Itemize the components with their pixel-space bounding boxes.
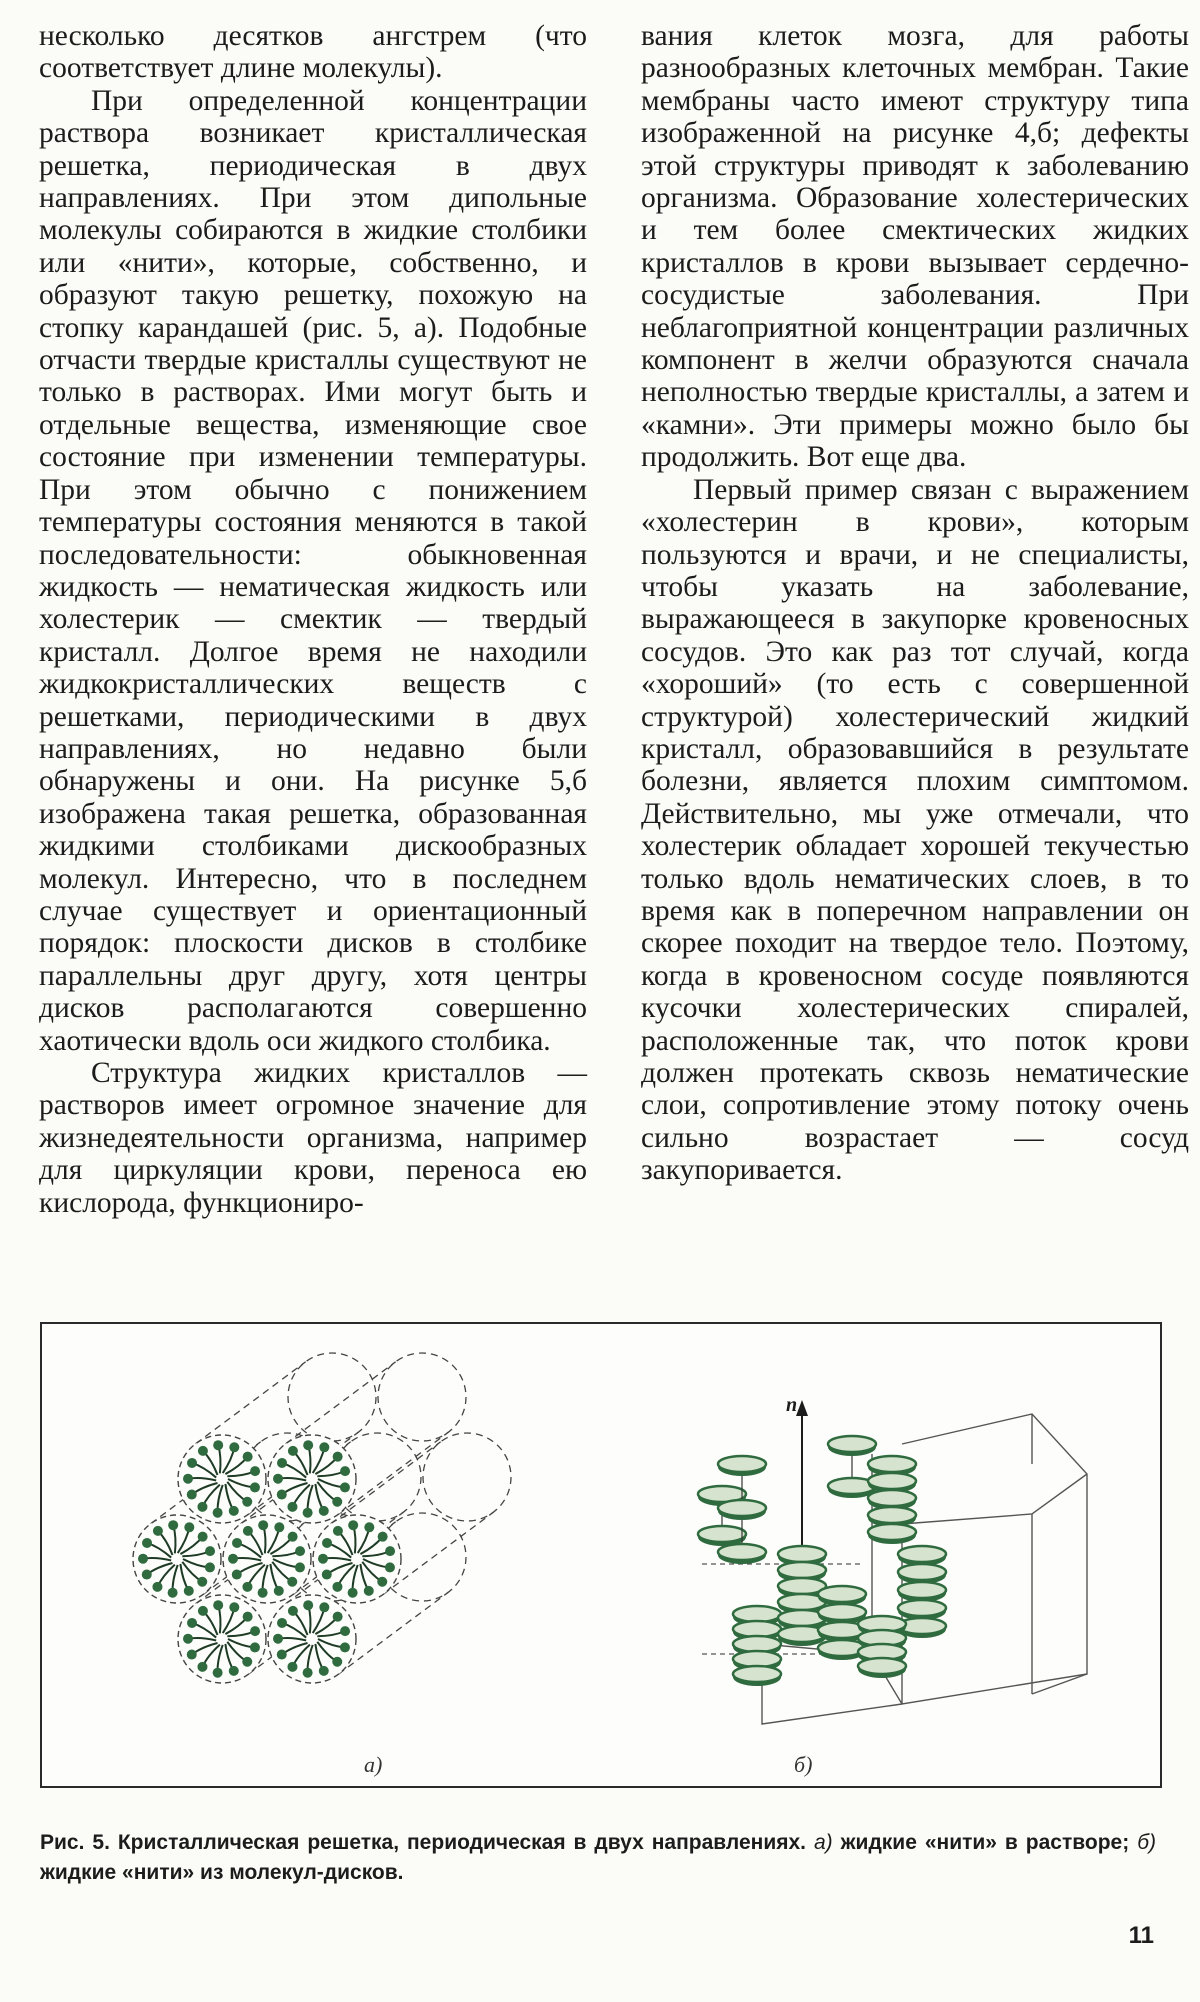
disk-molecule [868,1456,916,1472]
disk-molecule [858,1658,906,1674]
dipole-molecule-head [303,1668,313,1678]
thread-far-end [423,1433,511,1521]
dipole-molecule-head [319,1506,329,1516]
caption-marker-b: б) [1137,1831,1157,1854]
disk-molecule [718,1544,766,1560]
dipole-molecule-head [385,1546,395,1556]
disk-molecule [818,1604,866,1620]
disk-molecule [898,1582,946,1598]
dipole-molecule-head [364,1522,374,1532]
dipole-molecule-head [377,1577,387,1587]
dipole-molecule-head [273,1474,283,1484]
disk-molecule [733,1636,781,1652]
dipole-molecule-head [205,1562,215,1572]
disk-molecule [718,1500,766,1516]
liquid-threads-illustration [133,1353,511,1683]
dipole-molecule-head [138,1554,148,1564]
disk-molecule [868,1507,916,1523]
dipole-molecule-head [250,1626,260,1636]
left-paragraph-2: При определенной концентрации раствора возникает кристаллическая решетка, периодическая в двух направлениях. При этом дипольные молекулы собираются в жидкие столбики или «нити», которые, собственно, и образуют такую решетку, похожую на стопку карандашей (рис. 5, а). Подобные отчасти твердые кристаллы существуют не только в растворах. Ими могут быть и отдельные вещества, изменяющие свое состояние при изменении температуры. При этом обычно с понижением температуры состояния меняются в такой последовательности: обыкновенная жидкость — нематическая жидкость или холестерик — смектик — твердый кристалл. Долгое время не находили жидкокристаллических веществ с решетками, периодическими в двух направлениях, но недавно были обнаружены и они. На рисунке 5,б изображена такая решетка, образованная жидкими столбиками дискообразных молекул. Интересно, что в последнем случае существует и ориентационный порядок: плоскости дисков в столбике параллельны друг другу, хотя центры дисков располагаются совершенно хаотически вдоль оси жидкого столбика. [39,84,587,1057]
dipole-molecule-head [322,1538,332,1548]
dipole-molecule-head [288,1446,298,1456]
dipole-molecule-head [229,1506,239,1516]
disk-molecule [718,1456,766,1472]
dipole-molecule-head [213,1508,223,1518]
dipole-molecule-head [250,1466,260,1476]
dipole-molecule-head [333,1612,343,1622]
dipole-molecule-head [197,1662,207,1672]
figure-illustration [42,1324,1160,1786]
disk-molecule [868,1524,916,1540]
dipole-molecule-head [198,1446,208,1456]
dipole-molecule-head [197,1577,207,1587]
disk-molecule [733,1606,781,1622]
dipole-molecule-head [183,1634,193,1644]
dipole-molecule-head [213,1600,223,1610]
director-axis-arrowhead [796,1400,808,1416]
disk-molecule [898,1600,946,1616]
dipole-molecule-head [258,1588,268,1598]
left-paragraph-1: несколько десятков ангстрем (что соответствует длине молекулы). [39,20,587,85]
dipole-molecule-head [364,1586,374,1596]
dipole-molecule-head [385,1562,395,1572]
dipole-molecule-head [277,1490,287,1500]
dipole-molecule-head [187,1650,197,1660]
dipole-molecule-head [332,1497,342,1507]
caption-lead: Рис. 5. Кристаллическая решетка, периодическая в двух направлениях. [40,1831,807,1854]
disk-molecule [733,1621,781,1637]
left-text-column [39,20,587,1219]
dipole-molecule-head [187,1490,197,1500]
dipole-molecule-head [232,1538,242,1548]
disk-molecule [778,1562,826,1578]
dipole-molecule-head [243,1526,253,1536]
hexagonal-prism-edge [902,1474,1087,1524]
dipole-molecule-head [142,1570,152,1580]
dipole-molecule-head [197,1502,207,1512]
dipole-molecule-head [277,1618,287,1628]
dipole-molecule-head [153,1526,163,1536]
dipole-molecule-head [318,1554,328,1564]
right-text-column [641,20,1189,1187]
dipole-molecule-head [229,1666,239,1676]
disk-molecule [818,1586,866,1602]
dipole-molecule-head [340,1626,350,1636]
dipole-molecule-head [183,1474,193,1484]
dipole-molecule-head [274,1522,284,1532]
thread-far-end [378,1353,466,1441]
dipole-molecule-head [274,1586,284,1596]
dipole-molecule-head [198,1606,208,1616]
dipole-molecule-head [229,1442,239,1452]
dipole-molecule-head [205,1546,215,1556]
dipole-molecule-head [198,1532,208,1542]
dipole-molecule-head [273,1634,283,1644]
caption-marker-a: а) [813,1831,833,1854]
dipole-molecule-head [168,1520,178,1530]
dipole-molecule-head [184,1522,194,1532]
dipole-molecule-head [333,1452,343,1462]
dipole-molecule-head [242,1657,252,1667]
figure-caption [40,1828,1156,1888]
dipole-molecule-head [332,1657,342,1667]
dipole-molecule-head [250,1482,260,1492]
right-paragraph-1: вания клеток мозга, для работы разнообразных клеточных мембран. Такие мембраны часто имеют структуру типа изображенной на рисунке 4,б; дефекты этой структуры приводят к заболеванию организма. Образование холестерических и тем более смектических жидких кристаллов в крови вызывает сердечно-сосудистые заболевания. При неблагоприятной концентрации различных компонент в желчи образуются сначала неполностью твердые кристаллы, а затем и «камни». Эти примеры можно было бы продолжить. Вот еще два. [641,20,1189,474]
dipole-molecule-head [287,1502,297,1512]
dipole-molecule-head [142,1538,152,1548]
disk-molecule [698,1526,746,1542]
dipole-molecule-head [378,1532,388,1542]
dipole-molecule-head [340,1482,350,1492]
thread-far-end [288,1353,376,1441]
dipole-molecule-head [288,1606,298,1616]
dipole-molecule-head [277,1458,287,1468]
dipole-molecule-head [243,1452,253,1462]
left-paragraph-3: Структура жидких кристаллов — растворов имеет огромное значение для жизнедеятельности организма, например для циркуляции крови, переноса ею кислорода, функциониро- [39,1057,587,1219]
dipole-molecule-head [152,1582,162,1592]
disk-molecule [868,1490,916,1506]
disk-molecule [898,1546,946,1562]
figure-label-b: б) [794,1752,813,1777]
disk-molecule [778,1546,826,1562]
dipole-molecule-head [242,1582,252,1592]
figure-5-frame [40,1322,1162,1788]
dipole-molecule-head [319,1442,329,1452]
dipole-molecule-head [287,1577,297,1587]
dipole-molecule-head [258,1520,268,1530]
dipole-molecule-head [187,1618,197,1628]
dipole-molecule-head [303,1440,313,1450]
dipole-molecule-head [184,1586,194,1596]
dipole-molecule-head [322,1570,332,1580]
disk-columns-illustration [698,1400,1087,1724]
disk-molecule [828,1436,876,1452]
right-paragraph-2: Первый пример связан с выражением «холестерин в крови», которым пользуются и врачи, и не специалисты, чтобы указать на заболевание, выражающееся в закупорке кровеносных сосудов. Это как раз тот случай, когда «хороший» (то есть с совершенной структурой) холестерический жидкий кристалл, образовавшийся в результате болезни, является плохим симптомом. Действительно, мы уже отмечали, что холестерик обладает хорошей текучестью только вдоль нематических слоев, в то время как в поперечном направлении он скорее походит на твердое тело. Поэтому, когда в кровеносном сосуде появляются кусочки холестерических спиралей, расположенные так, что поток крови должен протекать сквозь нематические слои, сопротивление этому потоку очень сильно возрастает — сосуд закупоривается. [641,473,1189,1187]
figure-label-a: а) [364,1752,383,1777]
dipole-molecule-head [319,1666,329,1676]
dipole-molecule-head [250,1642,260,1652]
dipole-molecule-head [243,1612,253,1622]
dipole-molecule-head [340,1466,350,1476]
dipole-molecule-head [213,1668,223,1678]
dipole-molecule-head [340,1642,350,1652]
dipole-molecule-head [242,1497,252,1507]
dipole-molecule-head [228,1554,238,1564]
dipole-molecule-head [303,1600,313,1610]
dipole-molecule-head [295,1546,305,1556]
page-number: 11 [1128,1922,1154,1949]
dipole-molecule-head [229,1602,239,1612]
disk-molecule [868,1473,916,1489]
disk-molecule [733,1666,781,1682]
disk-molecule [898,1564,946,1580]
hexagonal-prism-edge [1032,1674,1087,1694]
caption-text-a: жидкие «нити» в растворе; [840,1831,1130,1854]
dipole-molecule-head [348,1588,358,1598]
thread-outline [286,1362,396,1444]
dipole-molecule-head [295,1562,305,1572]
dipole-molecule-head [348,1520,358,1530]
thread-outline [196,1362,306,1444]
dipole-molecule-head [333,1526,343,1536]
caption-text-b: жидкие «нити» из молекул-дисков. [40,1861,404,1884]
dipole-molecule-head [232,1570,242,1580]
dipole-molecule-head [187,1458,197,1468]
dipole-molecule-head [288,1532,298,1542]
dipole-molecule-head [213,1440,223,1450]
dipole-molecule-head [277,1650,287,1660]
director-axis-label: n [786,1394,798,1416]
dipole-molecule-head [303,1508,313,1518]
disk-molecule [733,1651,781,1667]
dipole-molecule-head [319,1602,329,1612]
dipole-molecule-head [332,1582,342,1592]
dipole-molecule-head [287,1662,297,1672]
dipole-molecule-head [168,1588,178,1598]
